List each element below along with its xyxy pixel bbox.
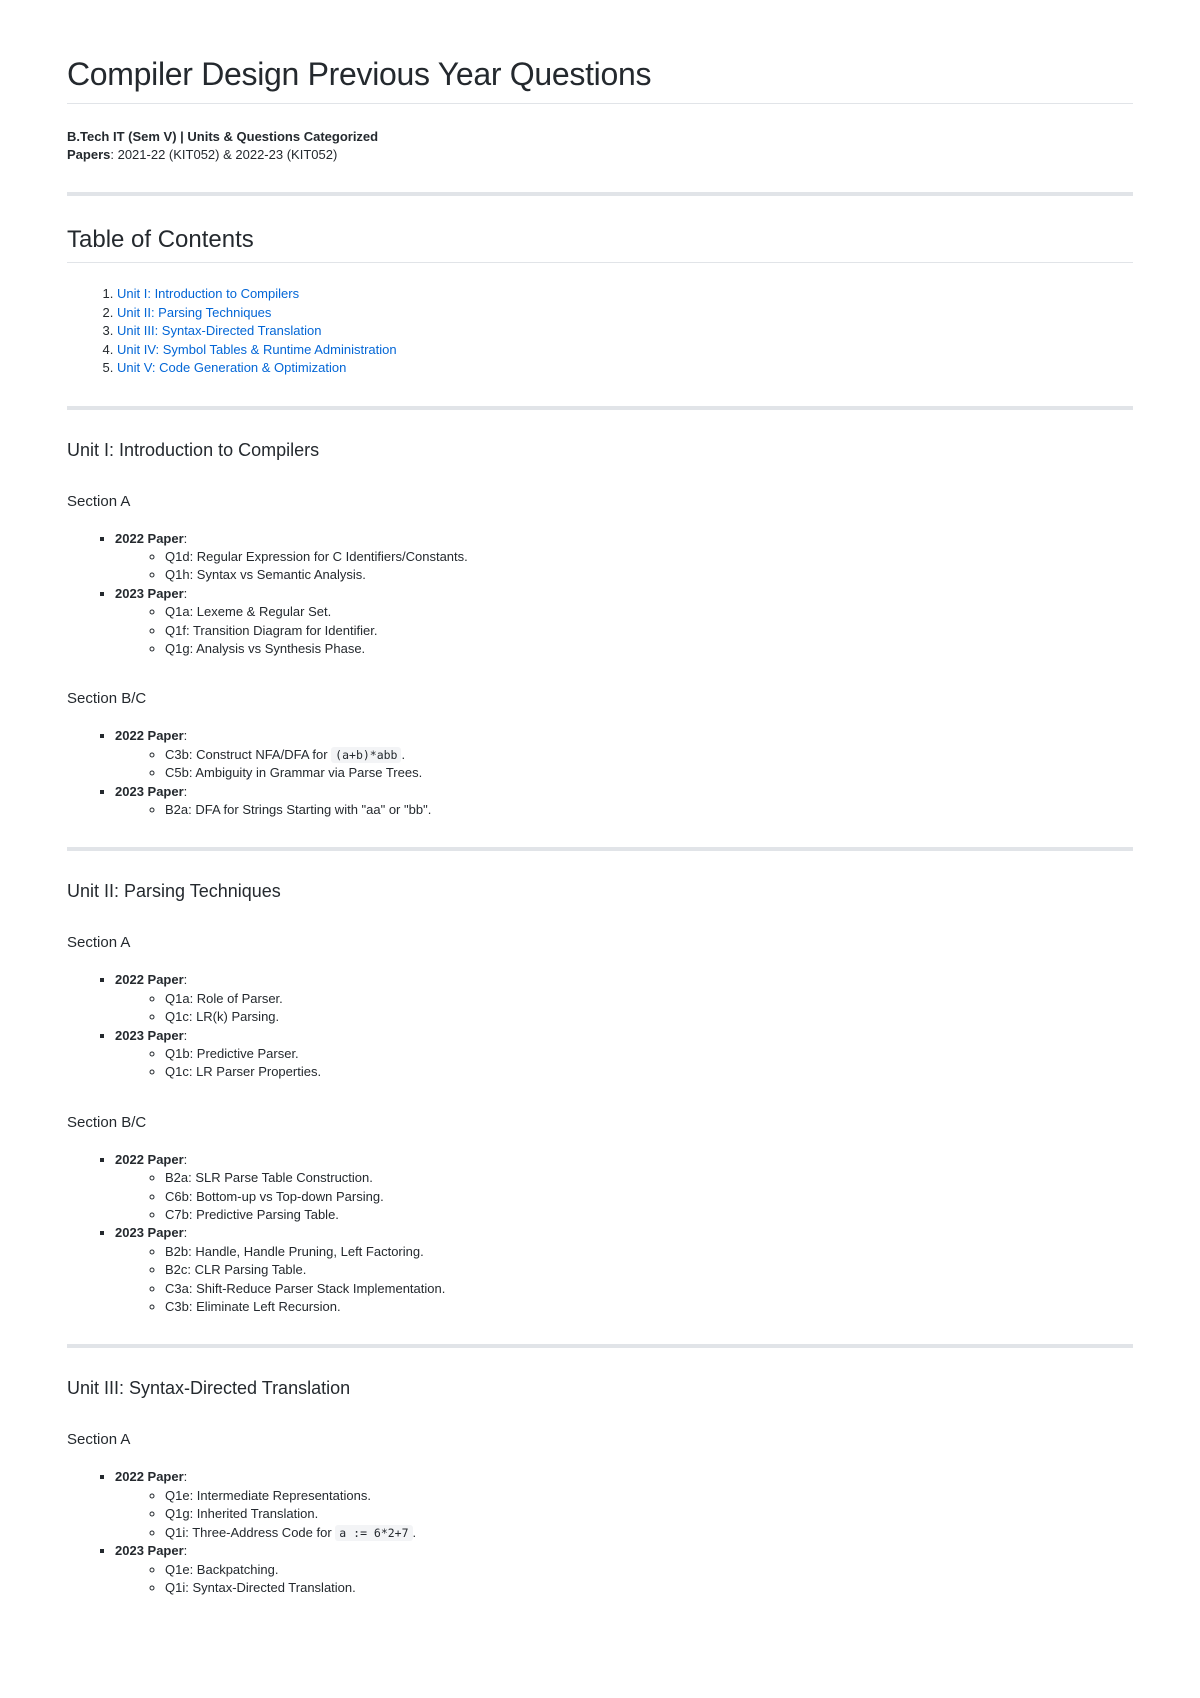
- question-item: [165, 746, 1133, 764]
- toc-item: [117, 322, 1133, 341]
- question-item: [165, 548, 1133, 566]
- question-list: [115, 1487, 1133, 1542]
- paper-item: ▪ 2023 Paper: ◦ B2a: DFA for Strings Starting with "aa" or "bb".: [115, 783, 1133, 820]
- question-item: [165, 1188, 1133, 1206]
- question-item: [165, 1298, 1133, 1316]
- paper-item: ▪ 2023 Paper: ◦ Q1e: Backpatching. ◦ Q1i: Syntax-Directed Translation.: [115, 1542, 1133, 1597]
- meta-line-1: B.Tech IT (Sem V) | Units & Questions Categorized: [67, 129, 379, 144]
- question-text: Q1g: Analysis vs Synthesis Phase.: [165, 640, 366, 656]
- question-list: [115, 746, 1133, 783]
- question-item: [165, 1243, 1133, 1261]
- question-list: [115, 603, 1133, 658]
- question-text: Q1c: LR(k) Parsing.: [165, 1009, 280, 1025]
- question-text: C3b: Construct NFA/DFA for: [165, 746, 332, 762]
- divider: [67, 847, 1133, 851]
- question-item: [165, 622, 1133, 640]
- question-text: B2a: SLR Parse Table Construction.: [165, 1170, 373, 1186]
- paper-list: [67, 530, 1133, 659]
- question-item: [165, 1063, 1133, 1081]
- divider: [67, 1344, 1133, 1348]
- question-text: Q1f: Transition Diagram for Identifier.: [165, 622, 378, 638]
- question-item: [165, 990, 1133, 1008]
- toc-link-unit-3[interactable]: Unit III: Syntax-Directed Translation: [117, 323, 322, 338]
- question-text: B2c: CLR Parsing Table.: [165, 1262, 307, 1278]
- question-text: Q1b: Predictive Parser.: [165, 1046, 299, 1061]
- unit-heading: Unit I: Introduction to Compilers: [67, 439, 320, 460]
- question-text: C6b: Bottom-up vs Top-down Parsing.: [165, 1188, 384, 1204]
- paper-label: 2022 Paper: [115, 1469, 184, 1485]
- question-text: C3a: Shift-Reduce Parser Stack Implementation.: [165, 1280, 446, 1296]
- paper-item: ▪ 2023 Paper: ◦ B2b: Handle, Handle Pruning, Left Factoring. ◦ B2c: CLR Parsing Table. ◦ C3a: Shift-Reduce Parser Stack Implementation. ◦ C3b: Eliminate Left Recursion.: [115, 1224, 1133, 1316]
- question-item: [165, 1505, 1133, 1523]
- question-item: [165, 566, 1133, 584]
- question-item: [165, 1008, 1133, 1026]
- question-item: [165, 801, 1133, 819]
- paper-label: 2022 Paper: [115, 728, 184, 744]
- units-container: [67, 406, 1133, 1598]
- question-list: [115, 801, 1133, 819]
- meta-papers-value: : 2021-22 (KIT052) & 2022-23 (KIT052): [110, 147, 338, 162]
- question-text-end: .: [412, 1524, 417, 1540]
- question-list: [115, 990, 1133, 1027]
- question-text-end: .: [401, 746, 406, 762]
- paper-list: [67, 1151, 1133, 1317]
- question-item: [165, 1561, 1133, 1579]
- question-text: Q1c: LR Parser Properties.: [165, 1064, 322, 1080]
- question-text: Q1a: Role of Parser.: [165, 990, 283, 1006]
- toc-heading: Table of Contents: [67, 226, 1133, 263]
- toc-item: [117, 341, 1133, 360]
- question-text: Q1g: Inherited Translation.: [165, 1506, 319, 1522]
- question-text: Q1i: Three-Address Code for: [165, 1524, 336, 1540]
- question-text: Q1d: Regular Expression for C Identifiers/Constants.: [165, 548, 468, 564]
- question-text: Q1e: Intermediate Representations.: [165, 1487, 371, 1503]
- section-heading: Section A: [67, 934, 131, 952]
- question-list: [115, 1045, 1133, 1082]
- paper-item: ▪ 2022 Paper: ◦ C3b: Construct NFA/DFA for (a+b)*abb . ◦ C5b: Ambiguity in Grammar via Parse Trees.: [115, 727, 1133, 782]
- section-heading: Section A: [67, 1431, 131, 1449]
- section-heading: Section B/C: [67, 1113, 147, 1131]
- toc-link-unit-1[interactable]: Unit I: Introduction to Compilers: [117, 286, 300, 301]
- question-list: [115, 1243, 1133, 1317]
- question-item: [165, 1487, 1133, 1505]
- toc-link-unit-5[interactable]: Unit V: Code Generation & Optimization: [117, 360, 347, 375]
- toc-link-unit-4[interactable]: Unit IV: Symbol Tables & Runtime Administration: [117, 341, 397, 357]
- toc-list: [67, 285, 1133, 378]
- paper-item: ▪ 2022 Paper: ◦ Q1a: Role of Parser. ◦ Q1c: LR(k) Parsing.: [115, 971, 1133, 1026]
- paper-label: 2023 Paper: [115, 1027, 184, 1043]
- question-text: Q1i: Syntax-Directed Translation.: [165, 1579, 356, 1595]
- toc-item: [117, 285, 1133, 304]
- paper-list: [67, 727, 1133, 819]
- unit-heading: Unit III: Syntax-Directed Translation: [67, 1378, 351, 1399]
- divider: [67, 192, 1133, 196]
- unit-heading: Unit II: Parsing Techniques: [67, 881, 281, 902]
- question-item: [165, 1206, 1133, 1224]
- question-item: [165, 640, 1133, 658]
- question-code: (a+b)*abb: [331, 747, 401, 763]
- question-text: Q1a: Lexeme & Regular Set.: [165, 604, 332, 620]
- question-item: [165, 1045, 1133, 1063]
- paper-item: ▪ 2023 Paper: ◦ Q1b: Predictive Parser. ◦ Q1c: LR Parser Properties.: [115, 1027, 1133, 1082]
- question-item: [165, 1524, 1133, 1542]
- question-text: C5b: Ambiguity in Grammar via Parse Trees.: [165, 765, 423, 781]
- paper-label: 2022 Paper: [115, 972, 184, 988]
- paper-list: [67, 1468, 1133, 1597]
- paper-label: 2023 Paper: [115, 585, 184, 601]
- toc-link-unit-2[interactable]: Unit II: Parsing Techniques: [117, 304, 272, 320]
- question-item: [165, 1261, 1133, 1279]
- paper-label: 2022 Paper: [115, 530, 184, 546]
- question-text: Q1e: Backpatching.: [165, 1561, 279, 1577]
- paper-label: 2023 Paper: [115, 1543, 184, 1559]
- question-item: [165, 1169, 1133, 1187]
- question-list: [115, 1561, 1133, 1598]
- section-heading: Section B/C: [67, 690, 147, 708]
- question-text: Q1h: Syntax vs Semantic Analysis.: [165, 567, 366, 583]
- question-list: [115, 548, 1133, 585]
- toc-item: [117, 304, 1133, 323]
- question-item: [165, 1579, 1133, 1597]
- question-code: a := 6*2+7: [335, 1525, 412, 1541]
- paper-item: ▪ 2023 Paper: ◦ Q1a: Lexeme & Regular Set. ◦ Q1f: Transition Diagram for Identifier. ◦ Q1g: Analysis vs Synthesis Phase.: [115, 585, 1133, 659]
- document-meta: [67, 128, 1133, 164]
- page-title: Compiler Design Previous Year Questions: [67, 56, 1133, 104]
- question-text: C3b: Eliminate Left Recursion.: [165, 1299, 341, 1315]
- paper-item: ▪ 2022 Paper: ◦ Q1e: Intermediate Representations. ◦ Q1g: Inherited Translation. ◦ Q1i: Three-Address Code for a := 6*2+7 .: [115, 1468, 1133, 1542]
- paper-item: ▪ 2022 Paper: ◦ B2a: SLR Parse Table Construction. ◦ C6b: Bottom-up vs Top-down Parsing. ◦ C7b: Predictive Parsing Table.: [115, 1151, 1133, 1225]
- paper-label: 2023 Paper: [115, 1225, 184, 1241]
- paper-label: 2022 Paper: [115, 1151, 184, 1167]
- toc-item: [117, 359, 1133, 378]
- question-item: [165, 603, 1133, 621]
- section-heading: Section A: [67, 492, 131, 510]
- question-text: C7b: Predictive Parsing Table.: [165, 1207, 339, 1223]
- question-text: B2b: Handle, Handle Pruning, Left Factoring.: [165, 1243, 424, 1259]
- meta-papers-label: Papers: [67, 147, 111, 162]
- question-text: B2a: DFA for Strings Starting with "aa" or "bb".: [165, 801, 432, 817]
- question-item: [165, 1280, 1133, 1298]
- paper-label: 2023 Paper: [115, 783, 184, 799]
- paper-list: [67, 971, 1133, 1081]
- divider: [67, 406, 1133, 410]
- question-list: [115, 1169, 1133, 1224]
- question-item: [165, 764, 1133, 782]
- paper-item: ▪ 2022 Paper: ◦ Q1d: Regular Expression for C Identifiers/Constants. ◦ Q1h: Syntax vs Semantic Analysis.: [115, 530, 1133, 585]
